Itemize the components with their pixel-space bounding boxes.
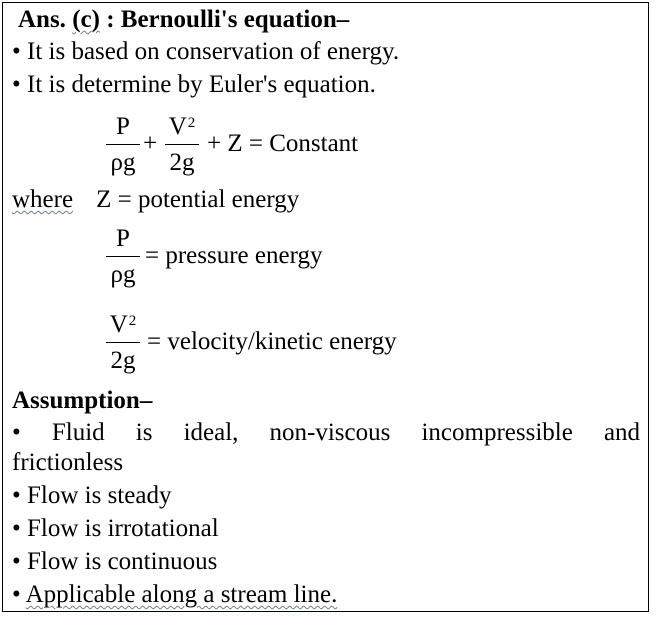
equation-v-numerator: $V^2$ bbox=[168, 113, 196, 140]
velocity-energy-label: = velocity/kinetic energy bbox=[147, 328, 397, 355]
assumption-point-5 bbox=[12, 580, 337, 610]
pressure-fraction bbox=[106, 224, 140, 290]
answer-option: (c) bbox=[72, 6, 100, 33]
answer-heading bbox=[18, 5, 349, 35]
pressure-denominator: ρg bbox=[110, 261, 136, 288]
fraction-bar bbox=[106, 256, 140, 257]
equation-fraction-p bbox=[106, 112, 140, 178]
answer-title: : Bernoulli's equation– bbox=[99, 6, 350, 33]
where-line bbox=[12, 185, 299, 215]
intro-point-2: • It is determine by Euler's equation. bbox=[12, 71, 376, 98]
z-definition: Z = potential energy bbox=[96, 186, 300, 213]
assumption-point-1: • Fluid is ideal, non-viscous incompressible and bbox=[12, 419, 641, 446]
equation-rest: + Z = Constant bbox=[207, 130, 359, 157]
assumption-point-2: • Flow is steady bbox=[12, 482, 172, 509]
assumption-heading: Assumption– bbox=[12, 387, 153, 414]
velocity-fraction bbox=[106, 310, 140, 376]
where-word: where bbox=[12, 186, 74, 213]
pressure-energy-label: = pressure energy bbox=[145, 242, 323, 269]
fraction-bar bbox=[165, 144, 199, 145]
equation-v-exponent: 2 bbox=[187, 115, 196, 131]
equation-p-denominator: ρg bbox=[110, 149, 136, 176]
fraction-bar bbox=[106, 342, 140, 343]
assumption-point-1-continuation: frictionless bbox=[12, 449, 124, 476]
equation-plus: + bbox=[143, 130, 158, 157]
pressure-numerator: P bbox=[116, 225, 130, 252]
assumption-point-3: • Flow is irrotational bbox=[12, 515, 219, 542]
assumption-point-4: • Flow is continuous bbox=[12, 548, 218, 575]
fraction-bar bbox=[106, 144, 140, 145]
velocity-exponent: 2 bbox=[128, 313, 137, 329]
equation-p-numerator: P bbox=[116, 113, 130, 140]
assumption-point-5-text: Applicable along a stream line. bbox=[25, 581, 338, 608]
answer-prefix: Ans. bbox=[18, 6, 73, 33]
equation-fraction-v bbox=[165, 112, 199, 178]
intro-point-1: • It is based on conservation of energy. bbox=[12, 38, 400, 65]
velocity-denominator: 2g bbox=[110, 347, 136, 374]
equation-v-denominator: 2g bbox=[169, 149, 195, 176]
bullet: • bbox=[12, 581, 26, 608]
velocity-numerator: $V^2$ bbox=[109, 311, 137, 338]
